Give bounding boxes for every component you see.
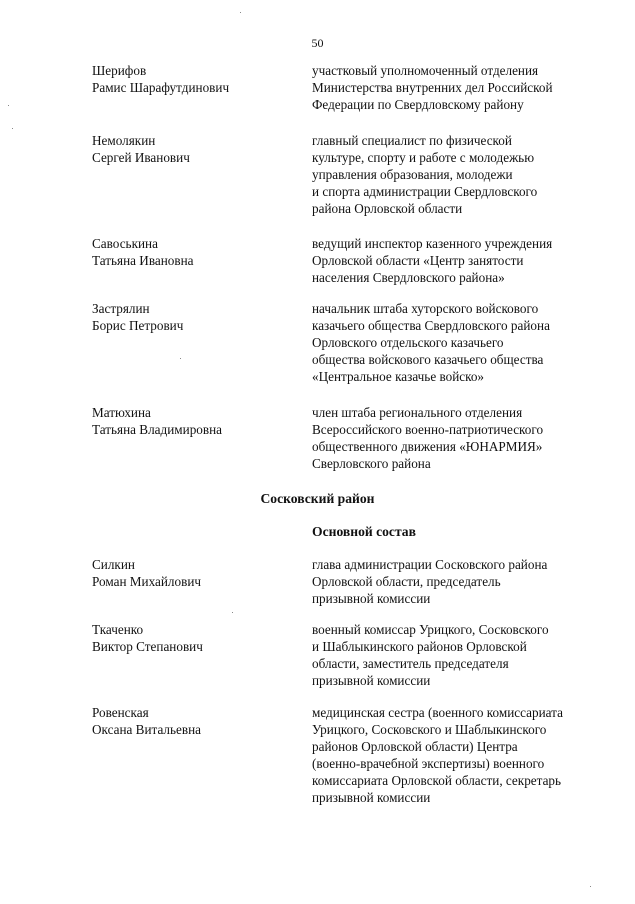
section-title: Основной состав	[312, 524, 416, 539]
scan-speck	[8, 105, 9, 106]
member-name: Шерифов Рамис Шарафутдинович	[92, 63, 230, 95]
member-position: ведущий инспектор казенного учреждения Орловской области «Центр занятости населения Свердловского района»	[312, 236, 553, 285]
member-name: Силкин Роман Михайлович	[92, 557, 202, 589]
member-name: Немолякин Сергей Иванович	[92, 133, 190, 165]
member-position: главный специалист по физической культуре, спорту и работе с молодежью управления образования, молодежи и спорта администрации Свердловского района Орловской области	[312, 133, 538, 216]
district-title: Сосковский район	[260, 491, 375, 506]
member-position: медицинская сестра (военного комиссариата Урицкого, Сосковского и Шаблыкинского районов Орловской области) Центра (военно-врачебной экспертизы) военного комиссариата Орловской области, секретарь призывной комиссии	[312, 705, 563, 805]
scan-speck	[232, 612, 233, 613]
scan-speck	[240, 12, 241, 13]
member-position: участковый уполномоченный отделения Министерства внутренних дел Российской Федерации по Свердловскому району	[312, 63, 553, 112]
member-name: Застрялин Борис Петрович	[92, 301, 184, 333]
member-position: начальник штаба хуторского войскового казачьего общества Свердловского района Орловского отдельского казачьего общества войскового казачьего общества «Центральное казачье войско»	[312, 301, 550, 384]
scan-speck	[180, 358, 181, 359]
member-name: Савоськина Татьяна Ивановна	[92, 236, 194, 268]
member-position: глава администрации Сосковского района Орловской области, председатель призывной комиссии	[312, 557, 548, 606]
member-name: Ткаченко Виктор Степанович	[92, 622, 203, 654]
scan-speck	[590, 886, 591, 887]
page-number: 50	[311, 36, 324, 50]
scan-speck	[12, 128, 13, 129]
member-name: Ровенская Оксана Витальевна	[92, 705, 202, 737]
member-position: член штаба регионального отделения Всероссийского военно-патриотического общественного движения «ЮНАРМИЯ» Сверловского района	[312, 405, 544, 471]
member-position: военный комиссар Урицкого, Сосковского и Шаблыкинского районов Орловской области, заместитель председателя призывной комиссии	[312, 622, 549, 688]
member-name: Матюхина Татьяна Владимировна	[92, 405, 223, 437]
